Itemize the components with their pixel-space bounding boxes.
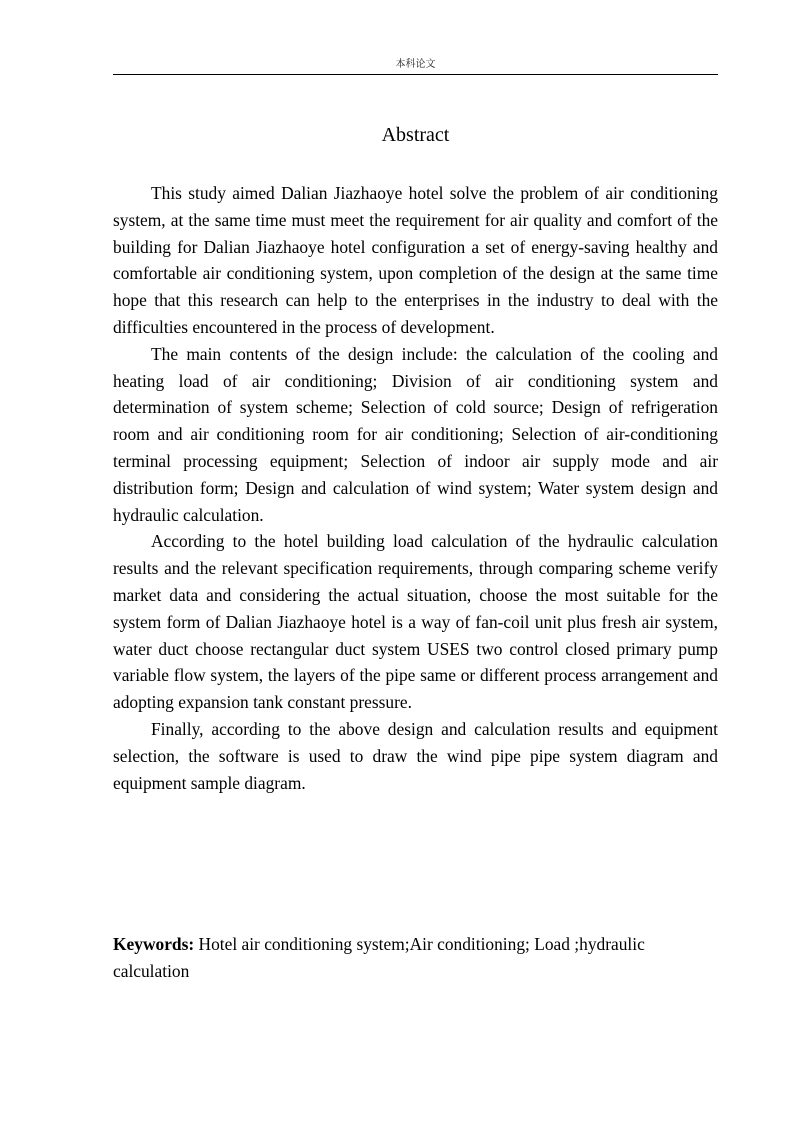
keywords-text: Hotel air conditioning system;Air conditioning; Load ;hydraulic calculation: [113, 934, 645, 981]
abstract-title: Abstract: [381, 124, 450, 146]
abstract-paragraph-4: Finally, according to the above design and calculation results and equipment selection, the software is used to draw the wind pipe pipe system diagram and equipment sample diagram.: [113, 718, 718, 793]
abstract-body: [113, 180, 718, 796]
abstract-paragraph-3: According to the hotel building load calculation of the hydraulic calculation results and the relevant specification requirements, through comparing scheme verify market data and considering the actual situation, choose the most suitable for the system form of Dalian Jiazhaoye hotel is a way of fan-coil unit plus fresh air system, water duct choose rectangular duct system USES two control closed primary pump variable flow system, the layers of the pipe same or different process arrangement and adopting expansion tank constant pressure.: [113, 531, 718, 713]
running-title: 本科论文: [395, 59, 436, 70]
page-header: [113, 54, 718, 75]
keywords-section: [113, 931, 718, 985]
abstract-paragraph-1: This study aimed Dalian Jiazhaoye hotel solve the problem of air conditioning system, at the same time must meet the requirement for air quality and comfort of the building for Dalian Jiazhaoye hotel configuration a set of energy-saving healthy and comfortable air conditioning system, upon completion of the design at the same time hope that this research can help to the enterprises in the industry to deal with the difficulties encountered in the process of development.: [113, 183, 718, 337]
abstract-paragraph-2: The main contents of the design include: the calculation of the cooling and heating load of air conditioning; Division of air conditioning system and determination of system scheme; Selection of cold source; Design of refrigeration room and air conditioning room for air conditioning; Selection of air-conditioning terminal processing equipment; Selection of indoor air supply mode and air distribution form; Design and calculation of wind system; Water system design and hydraulic calculation.: [113, 343, 718, 525]
keywords-label: Keywords:: [113, 934, 195, 954]
